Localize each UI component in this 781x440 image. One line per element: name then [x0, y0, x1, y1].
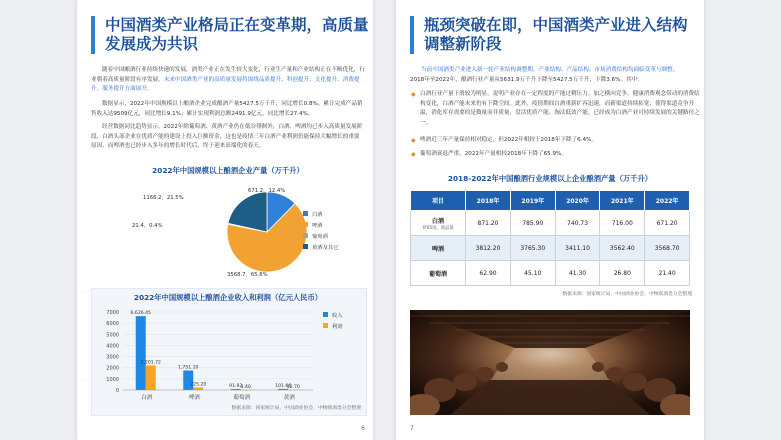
legend-swatch	[323, 312, 328, 317]
diamond-bullet-icon: ◆	[411, 137, 416, 144]
y-tick-label: 4000	[106, 343, 119, 350]
x-category-label: 黄酒	[283, 395, 295, 401]
table-header-cell: 2021年	[600, 191, 645, 211]
y-tick-label: 1000	[106, 376, 119, 383]
table-cell: 45.10	[510, 261, 555, 286]
table-header-cell: 项目	[411, 191, 466, 211]
left-page	[77, 0, 373, 440]
right-source-note: 数据来源：国家统计局、中国酒业协会、中物联酒类分会整理	[562, 292, 692, 297]
table-cell: 740.73	[555, 211, 600, 236]
table-row	[411, 261, 690, 286]
row-name: 白酒	[432, 217, 445, 225]
bar-收入-白酒	[136, 316, 146, 390]
legend-label: 收入	[332, 312, 343, 319]
bullet-text: 白酒行业产量下滑较为明显，说明产业存在一定程度的产能过剩压力。加之横向竞争、健康消费观念带动的消费结构变化，白酒产能未来仍有下降空间。此外，疫情期间白酒重新扩容迅速，而新渠道持续拓宽；使得渠道竞争升温，消化库存需要的是数量而非质量，盘活优质产能、淘汰低效产能，已经成为白酒产业可持续发展的关键路径之一。	[420, 91, 700, 126]
pie-label-huangjiu: 1166.2，21.5%	[143, 195, 184, 201]
bullet-baijiu	[410, 90, 700, 128]
table-title: 2018-2022年中国酿酒行业规模以上企业酿酒产量（万千升）	[447, 174, 653, 183]
bar-value-label: 101.66	[275, 383, 292, 389]
y-tick-label: 5000	[106, 332, 119, 339]
left-paragraph-3: 经营数据同比趋势显示，2022年除葡萄酒、黄酒产业仍在低谷徘徊外，白酒、啤酒均已步入高质量发展阶段，白酒头部企业在优质产能的建设上投入巨额资金，这也是疫情三年白酒产业利润仍能保持大幅增长的重要原因，而啤酒也已经步入多年的增长时代后，终于迎来高端化的春天。	[91, 124, 363, 150]
table-cell: 21.40	[645, 261, 690, 286]
table-cell: 3568.70	[645, 236, 690, 261]
bar-chart	[77, 0, 373, 440]
row-note: 折65度，商品量	[422, 225, 454, 231]
bar-value-label: 1,751.10	[178, 365, 199, 371]
table-row-header: 啤酒	[411, 236, 466, 261]
legend-label: 黄酒及其它	[312, 244, 339, 251]
y-tick-label: 6000	[106, 321, 119, 328]
table-header-cell: 2019年	[510, 191, 555, 211]
bar-value-label: 12.70	[286, 384, 300, 390]
bar-利润-白酒	[146, 365, 156, 390]
y-tick-label: 0	[115, 388, 119, 394]
left-source-note: 数据来源：国家统计局、中国酒业协会、中物联酒类分会整理	[231, 406, 361, 411]
bar-legend	[323, 309, 343, 331]
bar-legend-item	[323, 320, 343, 331]
legend-label: 啤酒	[312, 222, 323, 229]
right-intro-highlight: 当前中国酒类产业进入新一轮产业结构调整期，产业结构、产品结构、市场消费结构均面临变革与调整。	[421, 67, 679, 73]
left-heading: 中国酒类产业格局正在变革期，高质量发展成为共识	[91, 16, 373, 54]
pie-chart-title: 2022年中国规模以上酿酒企业产量（万千升）	[152, 166, 304, 175]
legend-label: 葡萄酒	[312, 233, 328, 240]
y-tick-label: 7000	[106, 310, 119, 316]
table-cell: 62.90	[466, 261, 511, 286]
bar-value-label: 3.40	[240, 384, 251, 390]
table-row-header: 葡萄酒	[411, 261, 466, 286]
bullet-beer	[410, 136, 700, 146]
table-cell: 3562.40	[600, 236, 645, 261]
table-row	[411, 211, 690, 236]
bar-value-label: 91.92	[229, 383, 243, 389]
right-heading: 瓶颈突破在即，中国酒类产业进入结构调整新阶段	[410, 16, 694, 54]
table-row-header	[411, 211, 466, 236]
diamond-bullet-icon: ◆	[411, 91, 416, 98]
x-category-label: 白酒	[141, 395, 153, 401]
right-page	[396, 0, 704, 440]
left-paragraph-1-text: 随着中国酿酒行业持续快速的发展，酒类产业正在发生较大变化，行业生产量和产业结构正在不断优化，行业朝着高质量阶段有序发展。	[91, 67, 365, 83]
left-paragraph-2: 数据显示，2022年中国规模以上酿酒企业完成酿酒产量5427.5万千升，同比增长0.8%。累计完成产品销售收入达9509亿元，同比增长9.1%；累计实现利润总额2491.9亿元，同比增长27.4%。	[91, 101, 363, 117]
table-header-row	[411, 191, 690, 211]
legend-label: 白酒	[312, 211, 323, 218]
page-number: 7	[410, 425, 414, 432]
bar-value-label: 2,201.72	[140, 360, 161, 366]
bullet-text: 葡萄酒衰退严重，2022年产量相较2018年下降了65.9%。	[420, 151, 567, 157]
table-cell: 716.00	[600, 211, 645, 236]
legend-label: 利润	[332, 323, 343, 330]
bar-legend-item	[323, 309, 343, 320]
table-cell: 671.20	[645, 211, 690, 236]
pie-label-wine: 21.4，0.4%	[132, 223, 163, 229]
table-cell: 3765.30	[510, 236, 555, 261]
right-intro	[410, 66, 690, 85]
table-cell: 41.30	[555, 261, 600, 286]
bar-value-label: 6,626.45	[130, 311, 151, 317]
bar-chart-title: 2022年中国规模以上酿酒企业收入和利润（亿元人民币）	[133, 293, 323, 302]
bar-value-label: 225.20	[190, 382, 207, 388]
table-header-cell: 2018年	[466, 191, 511, 211]
page-number: 6	[361, 425, 365, 432]
y-tick-label: 2000	[106, 365, 119, 372]
pie-label-beer: 3568.7，65.8%	[227, 272, 268, 278]
legend-swatch	[323, 323, 328, 328]
table-cell: 26.80	[600, 261, 645, 286]
cellar-photo	[410, 310, 690, 415]
table-header-cell: 2022年	[645, 191, 690, 211]
table-row	[411, 236, 690, 261]
table-header-cell: 2020年	[555, 191, 600, 211]
bullet-text: 啤酒近三年产量保持相对稳定，但2022年相较于2018年下降了6.4%。	[420, 137, 597, 143]
pie-label-baijiu: 671.2，12.4%	[248, 188, 286, 194]
y-tick-label: 3000	[106, 354, 119, 361]
right-intro-text: 2018年至2022年，酿酒行业产量从5631.9万千升下降至5427.5万千升，下降3.6%。其中：	[410, 76, 643, 83]
table-cell: 871.20	[466, 211, 511, 236]
bullet-wine	[410, 150, 700, 160]
table-cell: 3812.20	[466, 236, 511, 261]
x-category-label: 葡萄酒	[233, 395, 251, 401]
production-table	[410, 190, 690, 286]
table-cell: 3411.10	[555, 236, 600, 261]
left-paragraph-1-highlight: 未来中国酒类产业的高质量发展将围绕品质提升、科创提升、文化提升、消费提升、服务提升方面展开。	[91, 76, 360, 93]
bar-利润-啤酒	[193, 387, 203, 390]
table-cell: 785.90	[510, 211, 555, 236]
diamond-bullet-icon: ◆	[411, 151, 416, 158]
wine-cellar-image	[410, 310, 690, 415]
x-category-label: 啤酒	[188, 395, 200, 401]
